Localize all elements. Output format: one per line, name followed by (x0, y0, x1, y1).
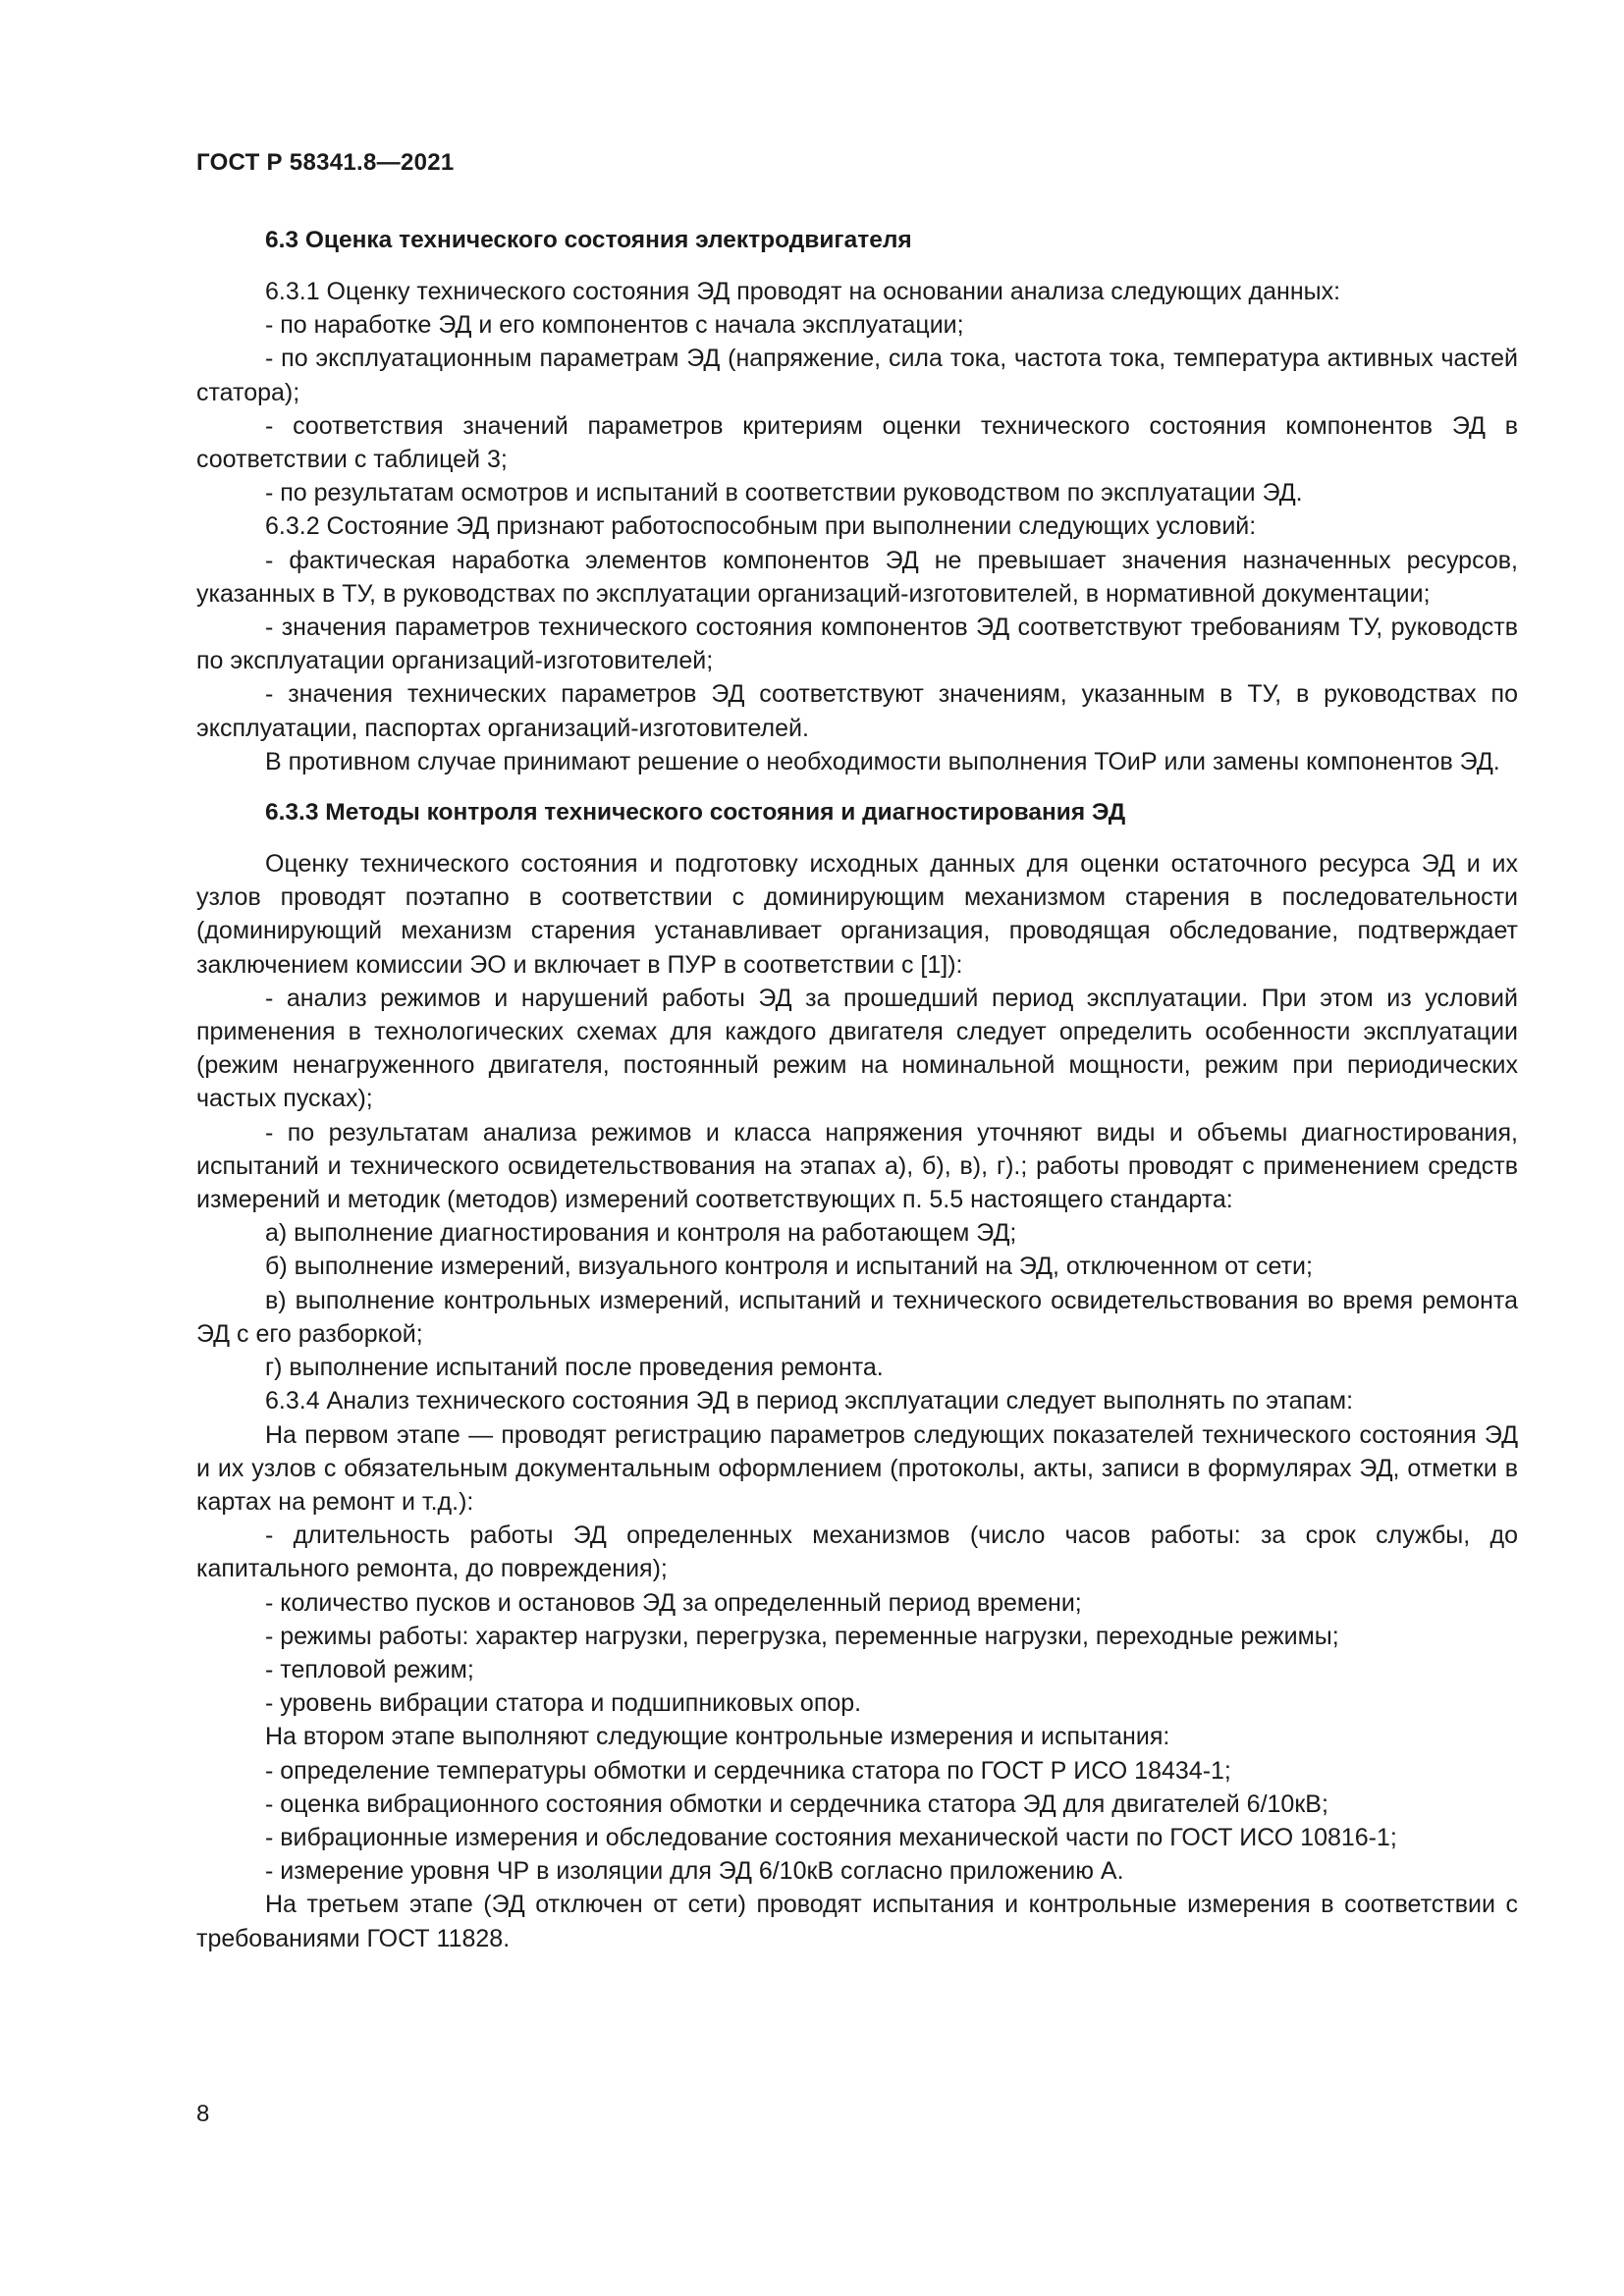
paragraph: 6.3.1 Оценку технического состояния ЭД проводят на основании анализа следующих данных: (265, 278, 1341, 305)
list-item: - уровень вибрации статора и подшипниковых опор. (265, 1689, 862, 1718)
paragraph: 6.3.2 Состояние ЭД признают работоспособным при выполнении следующих условий: (265, 512, 1257, 541)
document-body (196, 224, 1518, 1955)
section-title-6-3: 6.3 Оценка технического состояния электродвигателя (265, 227, 912, 253)
list-item: г) выполнение испытаний после проведения ремонта. (265, 1354, 884, 1382)
section-title-6-3-3: 6.3.3 Методы контроля технического состояния и диагностирования ЭД (265, 799, 1126, 827)
list-item: - измерение уровня ЧР в изоляции для ЭД 6/10кВ согласно приложению А. (265, 1857, 1124, 1886)
list-item: - по эксплуатационным параметрам ЭД (напряжение, сила тока, частота тока, температура активных частей статора); (196, 345, 1518, 406)
list-item: в) выполнение контрольных измерений, испытаний и технического освидетельствования во время ремонта ЭД с его разборкой; (196, 1286, 1518, 1348)
list-item: - количество пусков и остановов ЭД за определенный период времени; (265, 1588, 1082, 1617)
list-item: а) выполнение диагностирования и контроля на работающем ЭД; (265, 1219, 1017, 1248)
list-item: - определение температуры обмотки и сердечника статора по ГОСТ Р ИСО 18434-1; (265, 1756, 1231, 1785)
list-item: б) выполнение измерений, визуального контроля и испытаний на ЭД, отключенном от сети; (265, 1253, 1313, 1281)
list-item: - по результатам анализа режимов и класса напряжения уточняют виды и объемы диагностирования, испытаний и технического освидетельствования на этапах а), б), в), г).; работы проводят с применением средств измерений и методик (методов) измерений соответствующих п. 5.5 настоящего стандарта: (196, 1118, 1518, 1214)
paragraph: На первом этапе — проводят регистрацию параметров следующих показателей технического состояния ЭД и их узлов с обязательным документальным оформлением (протоколы, акты, записи в формулярах ЭД, отметки в картах на ремонт и т.д.): (196, 1420, 1518, 1516)
page-number: 8 (196, 2101, 210, 2127)
paragraph: На втором этапе выполняют следующие контрольные измерения и испытания: (265, 1723, 1170, 1751)
paragraph: На третьем этапе (ЭД отключен от сети) проводят испытания и контрольные измерения в соответствии с требованиями ГОСТ 11828. (196, 1891, 1518, 1952)
list-item: - значения параметров технического состояния компонентов ЭД соответствуют требованиям ТУ, руководств по эксплуатации организаций-изготовителей; (196, 614, 1518, 675)
paragraph: В противном случае принимают решение о необходимости выполнения ТОиР или замены компонентов ЭД. (265, 747, 1500, 775)
list-item: - длительность работы ЭД определенных механизмов (число часов работы: за срок службы, до капитального ремонта, до повреждения); (196, 1522, 1518, 1583)
list-item: - тепловой режим; (265, 1655, 474, 1683)
paragraph: Оценку технического состояния и подготовку исходных данных для оценки остаточного ресурса ЭД и их узлов проводят поэтапно в соответствии с доминирующим механизмом старения в последовательности (доминирующий механизм старения устанавливает организация, проводящая обследование, подтверждает заключением комиссии ЭО и включает в ПУР в соответствии с [1]): (196, 850, 1518, 979)
document-code-header: ГОСТ Р 58341.8—2021 (196, 149, 455, 176)
list-item: - режимы работы: характер нагрузки, перегрузка, переменные нагрузки, переходные режимы; (265, 1622, 1339, 1650)
list-item: - оценка вибрационного состояния обмотки и сердечника статора ЭД для двигателей 6/10кВ; (265, 1789, 1328, 1818)
paragraph: 6.3.4 Анализ технического состояния ЭД в период эксплуатации следует выполнять по этапам: (265, 1387, 1354, 1415)
list-item: - соответствия значений параметров критериям оценки технического состояния компонентов ЭД в соответствии с таблицей 3; (196, 411, 1518, 474)
list-item: - анализ режимов и нарушений работы ЭД за прошедший период эксплуатации. При этом из условий применения в технологических схемах для каждого двигателя следует определить особенности эксплуатации (режим ненагруженного двигателя, постоянный режим на номинальной мощности, режим при периодических частых пусках); (196, 984, 1518, 1113)
list-item: - по результатам осмотров и испытаний в соответствии руководством по эксплуатации ЭД. (265, 479, 1303, 507)
list-item: - фактическая наработка элементов компонентов ЭД не превышает значения назначенных ресурсов, указанных в ТУ, в руководствах по эксплуатации организаций-изготовителей, в нормативной документации; (196, 546, 1518, 608)
document-page (196, 0, 1518, 2296)
list-item: - значения технических параметров ЭД соответствуют значениям, указанным в ТУ, в руководствах по эксплуатации, паспортах организаций-изготовителей. (196, 680, 1518, 742)
list-item: - по наработке ЭД и его компонентов с начала эксплуатации; (265, 311, 964, 340)
list-item: - вибрационные измерения и обследование состояния механической части по ГОСТ ИСО 10816-1; (265, 1823, 1397, 1851)
